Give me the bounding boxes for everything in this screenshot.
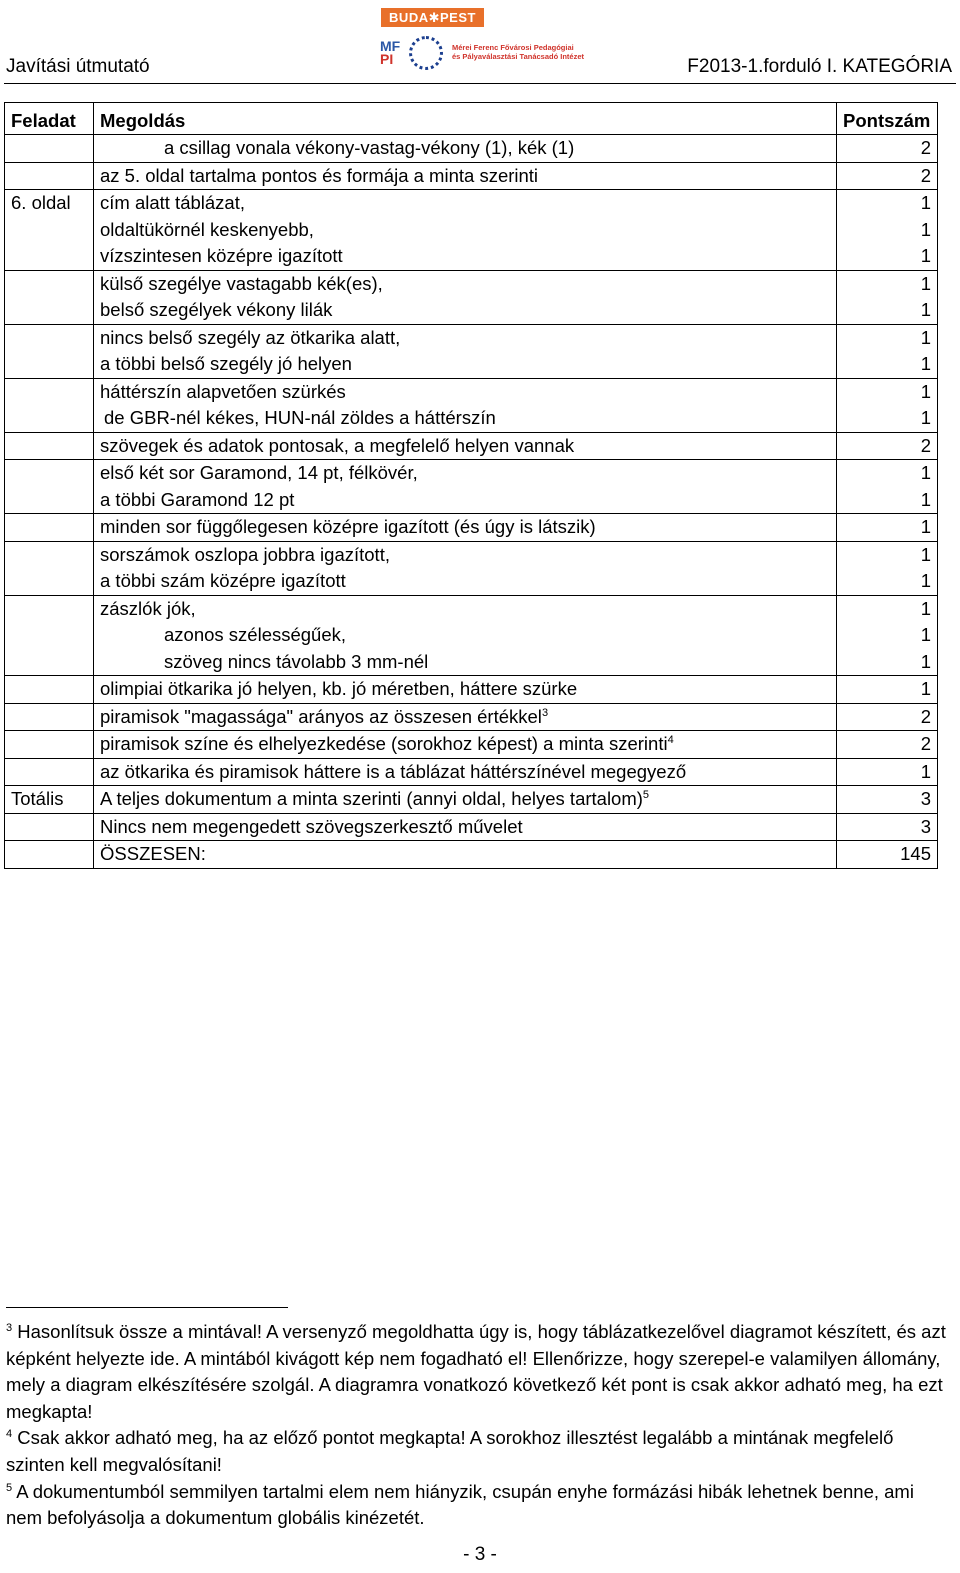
solution-line xyxy=(100,217,830,244)
points-value: 2 xyxy=(920,137,931,158)
row-solution xyxy=(94,786,837,814)
row-points xyxy=(837,270,938,324)
row-task xyxy=(5,676,94,704)
row-points xyxy=(837,595,938,676)
solution-text: oldaltükörnél keskenyebb, xyxy=(100,218,314,240)
points-value: 1 xyxy=(920,570,931,591)
solution-line xyxy=(100,568,830,595)
solution-line xyxy=(100,135,830,162)
row-task: 6. oldal xyxy=(5,190,94,271)
row-task xyxy=(5,135,94,163)
solution-text: a csillag vonala vékony-vastag-vékony (1), kék (1) xyxy=(164,137,575,158)
solution-text: belső szegélyek vékony lilák xyxy=(100,299,333,320)
row-solution xyxy=(94,676,837,704)
solution-line xyxy=(100,379,830,406)
table-row xyxy=(5,270,938,324)
points-value: 1 xyxy=(920,272,931,294)
header-right-title: F2013-1.forduló I. KATEGÓRIA xyxy=(687,56,952,77)
row-points xyxy=(837,460,938,514)
table-row xyxy=(5,703,938,731)
table-row xyxy=(5,841,938,869)
points-value: 1 xyxy=(920,326,931,348)
solution-text: háttérszín alapvetően szürkés xyxy=(100,380,346,402)
solution-line xyxy=(100,460,830,487)
table-row xyxy=(5,432,938,460)
header-divider xyxy=(4,83,956,84)
points-value: 1 xyxy=(920,245,931,266)
table-row xyxy=(5,135,938,163)
page-number: - 3 - xyxy=(463,1544,497,1565)
solution-text: nincs belső szegély az ötkarika alatt, xyxy=(100,326,401,348)
points-value: 1 xyxy=(920,597,931,619)
footnote xyxy=(6,1479,954,1532)
solution-line xyxy=(100,759,830,786)
footnotes xyxy=(6,1319,954,1532)
points-value: 3 xyxy=(920,788,931,809)
row-solution xyxy=(94,595,837,676)
row-task xyxy=(5,270,94,324)
solution-text: szöveg nincs távolabb 3 mm-nél xyxy=(164,650,429,672)
solution-text: minden sor függőlegesen középre igazított (és úgy is látszik) xyxy=(100,516,596,537)
solution-line xyxy=(100,731,830,758)
footnote-number: 4 xyxy=(6,1428,13,1441)
table-row xyxy=(5,190,938,271)
solution-text: de GBR-nél kékes, HUN-nál zöldes a háttérszín xyxy=(104,407,496,428)
row-points xyxy=(837,703,938,731)
institute-name-line2: és Pályaválasztási Tanácsadó Intézet xyxy=(452,52,585,61)
row-points xyxy=(837,378,938,432)
solution-line xyxy=(100,243,830,270)
row-solution xyxy=(94,758,837,786)
row-solution xyxy=(94,432,837,460)
row-task xyxy=(5,460,94,514)
row-solution xyxy=(94,378,837,432)
row-solution xyxy=(94,270,837,324)
row-points xyxy=(837,514,938,542)
row-points xyxy=(837,432,938,460)
row-solution xyxy=(94,135,837,163)
row-task xyxy=(5,541,94,595)
points-value: 1 xyxy=(920,650,931,672)
solution-line xyxy=(100,841,830,868)
solution-text: zászlók jók, xyxy=(100,597,196,619)
points-value: 1 xyxy=(920,678,931,699)
points-value: 2 xyxy=(920,705,931,727)
points-value: 1 xyxy=(920,407,931,428)
row-points xyxy=(837,676,938,704)
footnote-text: A dokumentumból semmilyen tartalmi elem nem hiányzik, csupán enyhe formázási hibák lehetnek benne, ami nem befolyásolja a dokumentum globális kinézetét. xyxy=(6,1480,914,1529)
budapest-logo: BUDA✱PEST xyxy=(381,8,484,27)
solution-line xyxy=(100,622,830,649)
table-row xyxy=(5,595,938,676)
solution-text: külső szegélye vastagabb kék(es), xyxy=(100,272,383,294)
solution-line xyxy=(100,542,830,569)
solution-text: azonos szélességűek, xyxy=(164,624,347,645)
institute-name xyxy=(452,43,584,61)
points-value: 3 xyxy=(920,815,931,837)
row-solution xyxy=(94,813,837,841)
institute-name-line1: Mérei Ferenc Fővárosi Pedagógiai xyxy=(452,43,574,52)
row-points xyxy=(837,813,938,841)
points-value: 2 xyxy=(920,434,931,456)
footnote-ref: 3 xyxy=(541,706,549,719)
points-value: 145 xyxy=(900,843,931,864)
solution-text: vízszintesen középre igazított xyxy=(100,245,343,266)
row-points xyxy=(837,541,938,595)
row-task xyxy=(5,595,94,676)
row-points xyxy=(837,758,938,786)
footnote-number: 5 xyxy=(6,1481,13,1494)
solution-line xyxy=(100,433,830,460)
footnote xyxy=(6,1319,954,1425)
row-solution xyxy=(94,841,837,869)
table-row xyxy=(5,813,938,841)
row-task xyxy=(5,514,94,542)
points-value: 1 xyxy=(920,192,931,213)
solution-text: a többi belső szegély jó helyen xyxy=(100,353,352,374)
footnote xyxy=(6,1425,954,1478)
table-row xyxy=(5,378,938,432)
row-task xyxy=(5,841,94,869)
row-task xyxy=(5,813,94,841)
row-task xyxy=(5,731,94,759)
row-points xyxy=(837,731,938,759)
row-task: Totális xyxy=(5,786,94,814)
table-row xyxy=(5,758,938,786)
footnote-ref: 4 xyxy=(667,733,674,746)
header-solution: Megoldás xyxy=(94,103,837,135)
row-task xyxy=(5,758,94,786)
solution-line xyxy=(100,351,830,378)
solution-text: A teljes dokumentum a minta szerinti (annyi oldal, helyes tartalom) xyxy=(100,788,643,809)
footnote-number: 3 xyxy=(6,1321,13,1334)
row-points xyxy=(837,841,938,869)
row-solution xyxy=(94,541,837,595)
header-task: Feladat xyxy=(5,103,94,135)
table-row xyxy=(5,676,938,704)
row-solution xyxy=(94,514,837,542)
solution-line xyxy=(100,163,830,190)
solution-line xyxy=(100,704,830,731)
solution-text: piramisok "magassága" arányos az összesen értékkel xyxy=(100,705,542,727)
footnote-ref: 5 xyxy=(642,788,650,801)
solution-line xyxy=(100,405,830,432)
mfpi-logo-line2: PI xyxy=(380,51,394,67)
header-points: Pontszám xyxy=(837,103,938,135)
solution-line xyxy=(100,190,830,217)
solution-text: az ötkarika és piramisok háttere is a táblázat háttérszínével megegyező xyxy=(100,760,687,782)
row-task xyxy=(5,324,94,378)
solution-text: szövegek és adatok pontosak, a megfelelő helyen vannak xyxy=(100,434,575,456)
row-solution xyxy=(94,162,837,190)
points-value: 1 xyxy=(920,760,931,782)
points-value: 1 xyxy=(920,462,931,483)
table-row xyxy=(5,162,938,190)
table-row xyxy=(5,324,938,378)
points-value: 1 xyxy=(920,353,931,374)
points-value: 1 xyxy=(920,218,931,240)
table-row xyxy=(5,731,938,759)
solution-text: sorszámok oszlopa jobbra igazított, xyxy=(100,543,390,565)
points-value: 2 xyxy=(920,733,931,754)
footnote-separator xyxy=(6,1307,288,1308)
row-points xyxy=(837,135,938,163)
points-value: 1 xyxy=(920,299,931,320)
solution-text: ÖSSZESEN: xyxy=(100,843,206,864)
solution-text: a többi Garamond 12 pt xyxy=(100,488,295,510)
solution-line xyxy=(100,297,830,324)
points-value: 1 xyxy=(920,488,931,510)
row-points xyxy=(837,324,938,378)
points-value: 1 xyxy=(920,380,931,402)
solution-line xyxy=(100,676,830,703)
solution-line xyxy=(100,487,830,514)
row-task xyxy=(5,703,94,731)
table-row xyxy=(5,460,938,514)
solution-line xyxy=(100,514,830,541)
mfpi-emblem-icon xyxy=(409,36,443,70)
solution-text: piramisok színe és elhelyezkedése (sorokhoz képest) a minta szerinti xyxy=(100,733,668,754)
footnote-text: Hasonlítsuk össze a mintával! A versenyző megoldhatta úgy is, hogy táblázatkezelővel diagramot készített, és azt képként helyezte ide. A mintából kivágott kép nem fogadható el! Ellenőrizze, hogy szerepel-e valamilyen állomány, mely a diagram elkészítésére szolgál. A diagramra vonatkozó következő két pont is csak akkor adható meg, ha ezt megkapta! xyxy=(6,1321,946,1422)
mfpi-logo xyxy=(380,40,400,66)
row-solution xyxy=(94,731,837,759)
row-points xyxy=(837,162,938,190)
row-solution xyxy=(94,190,837,271)
points-value: 2 xyxy=(920,164,931,186)
solution-line xyxy=(100,271,830,298)
mfpi-logo-line1: MF xyxy=(380,38,401,54)
solution-text: első két sor Garamond, 14 pt, félkövér, xyxy=(100,462,418,483)
points-value: 1 xyxy=(920,516,931,537)
row-points xyxy=(837,786,938,814)
solution-line xyxy=(100,786,830,813)
row-solution xyxy=(94,460,837,514)
solution-text: cím alatt táblázat, xyxy=(100,192,245,213)
table-row xyxy=(5,514,938,542)
footnote-text: Csak akkor adható meg, ha az előző pontot megkapta! A sorokhoz illesztést legalább a mintának megfelelő szinten kell megvalósítani! xyxy=(6,1427,894,1475)
row-task xyxy=(5,378,94,432)
points-value: 1 xyxy=(920,624,931,645)
solution-line xyxy=(100,649,830,676)
scoring-table xyxy=(4,102,938,869)
solution-text: az 5. oldal tartalma pontos és formája a minta szerinti xyxy=(100,164,539,186)
table-row xyxy=(5,786,938,814)
solution-line xyxy=(100,596,830,623)
row-points xyxy=(837,190,938,271)
header-left-title: Javítási útmutató xyxy=(6,56,150,77)
row-task xyxy=(5,432,94,460)
table-row xyxy=(5,541,938,595)
row-task xyxy=(5,162,94,190)
points-value: 1 xyxy=(920,543,931,565)
solution-text: a többi szám középre igazított xyxy=(100,570,346,591)
solution-text: Nincs nem megengedett szövegszerkesztő művelet xyxy=(100,815,523,837)
solution-line xyxy=(100,325,830,352)
table-header-row xyxy=(5,103,938,135)
solution-text: olimpiai ötkarika jó helyen, kb. jó méretben, háttere szürke xyxy=(100,678,578,699)
row-solution xyxy=(94,703,837,731)
solution-line xyxy=(100,814,830,841)
row-solution xyxy=(94,324,837,378)
